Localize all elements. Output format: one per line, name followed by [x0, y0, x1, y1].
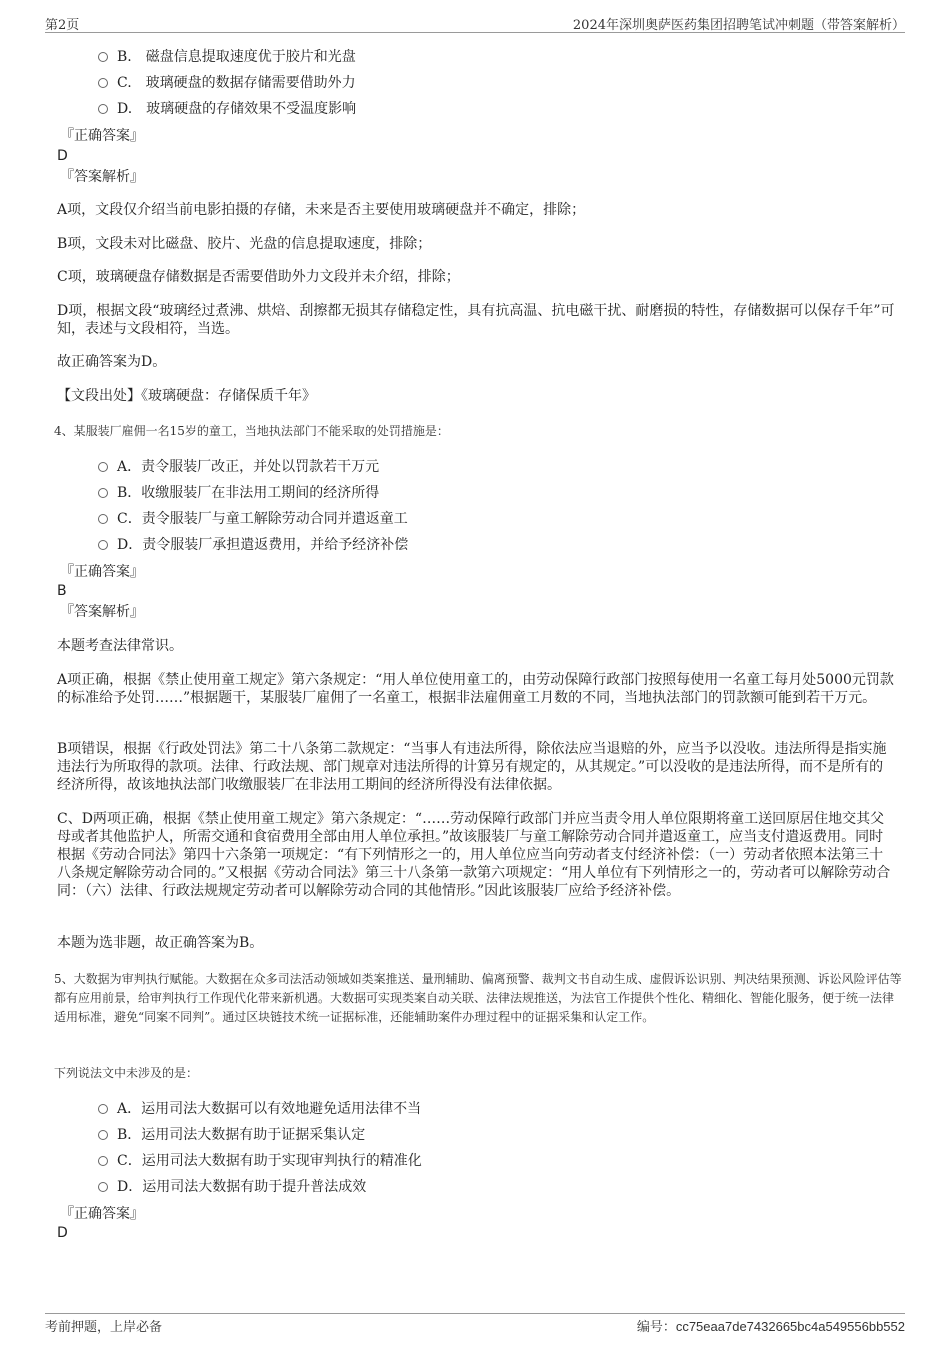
q3-option-c[interactable]: C. 玻璃硬盘的数据存储需要借助外力	[98, 73, 356, 93]
radio-icon[interactable]	[98, 52, 108, 62]
q4-answer: B	[57, 583, 67, 599]
q5-answer: D	[57, 1225, 68, 1241]
page-number: 第2页	[45, 18, 80, 33]
q4-option-c[interactable]: C．责令服装厂与童工解除劳动合同并遣返童工	[98, 509, 408, 529]
q5-answer-label: 『正确答案』	[60, 1206, 144, 1222]
q4-analysis-a: A项正确，根据《禁止使用童工规定》第六条规定：“用人单位使用童工的，由劳动保障行政部门按照每使用一名童工每月处5000元罚款的标准给予处罚……”根据题干，某服装厂雇佣了一名童工，根据非法雇佣童工月数的不同，当地执法部门的罚款额可能到若干万元。	[57, 672, 894, 706]
radio-icon[interactable]	[98, 1104, 108, 1114]
q4-stem: 4、某服装厂雇佣一名15岁的童工，当地执法部门不能采取的处罚措施是：	[54, 424, 449, 438]
q3-analysis-b: B项，文段未对比磁盘、胶片、光盘的信息提取速度，排除；	[57, 236, 432, 252]
footer-slogan: 考前押题，上岸必备	[45, 1320, 163, 1335]
q4-option-b[interactable]: B．收缴服装厂在非法用工期间的经济所得	[98, 483, 379, 503]
q4-analysis-b: B项错误，根据《行政处罚法》第二十八条第二款规定：“当事人有违法所得，除依法应当退赔的外，应当予以没收。违法所得是指实施违法行为所取得的款项。法律、行政法规、部门规章对违法所得的计算另有规定的，从其规定。”可以没收的是违法所得，而不是所有的经济所得，故该地执法部门收缴服装厂在非法用工期间的经济所得没有法律依据。	[57, 741, 887, 793]
page-header	[45, 14, 905, 33]
radio-icon[interactable]	[98, 104, 108, 114]
q3-analysis-d: D项，根据文段“玻璃经过煮沸、烘焙、刮擦都无损其存储稳定性，具有抗高温、抗电磁干扰、耐磨损的特性，存储数据可以保存千年”可知，表述与文段相符，当选。	[57, 303, 895, 337]
q4-analysis-intro: 本题考查法律常识。	[57, 638, 183, 654]
q4-answer-label: 『正确答案』	[60, 564, 144, 580]
q4-option-a[interactable]: A．责令服装厂改正，并处以罚款若干万元	[98, 457, 379, 477]
code-label: 编号：	[636, 1320, 676, 1335]
q4-analysis-label: 『答案解析』	[60, 604, 144, 620]
document-code	[637, 1316, 905, 1335]
radio-icon[interactable]	[98, 1182, 108, 1192]
q3-option-b[interactable]: B. 磁盘信息提取速度优于胶片和光盘	[98, 47, 356, 67]
radio-icon[interactable]	[98, 1156, 108, 1166]
radio-icon[interactable]	[98, 78, 108, 88]
q3-source: 【文段出处】《玻璃硬盘：存储保质千年》	[57, 388, 316, 404]
q5-option-b[interactable]: B．运用司法大数据有助于证据采集认定	[98, 1125, 365, 1145]
page-footer	[45, 1313, 905, 1335]
q3-analysis-label: 『答案解析』	[60, 169, 144, 185]
code-value: cc75eaa7de7432665bc4a549556bb552	[675, 1319, 905, 1334]
q5-option-d[interactable]: D．运用司法大数据有助于提升普法成效	[98, 1177, 366, 1197]
q5-option-a[interactable]: A．运用司法大数据可以有效地避免适用法律不当	[98, 1099, 421, 1119]
q3-option-d[interactable]: D. 玻璃硬盘的存储效果不受温度影响	[98, 99, 356, 119]
radio-icon[interactable]	[98, 514, 108, 524]
radio-icon[interactable]	[98, 540, 108, 550]
q4-conclusion: 本题为选非题，故正确答案为B。	[57, 935, 264, 951]
q4-analysis-cd: C、D两项正确，根据《禁止使用童工规定》第六条规定：“……劳动保障行政部门并应当责令用人单位限期将童工送回原居住地交其父母或者其他监护人，所需交通和食宿费用全部由用人单位承担。”故该服装厂与童工解除劳动合同并遣返童工，应当支付遣返费用。同时根据《劳动合同法》第四十六条第一项规定：“有下列情形之一的，用人单位应当向劳动者支付经济补偿：（一）劳动者依照本法第三十八条规定解除劳动合同的。”又根据《劳动合同法》第三十八条第一款第六项规定：“用人单位有下列情形之一的，劳动者可以解除劳动合同：（六）法律、行政法规规定劳动者可以解除劳动合同的其他情形。”因此该服装厂应给予经济补偿。	[57, 811, 891, 899]
q5-option-c[interactable]: C．运用司法大数据有助于实现审判执行的精准化	[98, 1151, 422, 1171]
q4-option-d[interactable]: D．责令服装厂承担遣返费用，并给予经济补偿	[98, 535, 408, 555]
radio-icon[interactable]	[98, 462, 108, 472]
q3-conclusion: 故正确答案为D。	[57, 354, 167, 370]
q3-answer: D	[57, 148, 68, 164]
radio-icon[interactable]	[98, 488, 108, 498]
q3-analysis-c: C项，玻璃硬盘存储数据是否需要借助外力文段并未介绍，排除；	[57, 269, 460, 285]
radio-icon[interactable]	[98, 1130, 108, 1140]
document-title: 2024年深圳奥萨医药集团招聘笔试冲刺题（带答案解析）	[572, 18, 905, 33]
q3-answer-label: 『正确答案』	[60, 128, 144, 144]
q5-stem: 5、大数据为审判执行赋能。大数据在众多司法活动领域如类案推送、量刑辅助、偏离预警、裁判文书自动生成、虚假诉讼识别、判决结果预测、诉讼风险评估等都有应用前景，给审判执行工作现代化带来新机遇。大数据可实现类案自动关联、法律法规推送，为法官工作提供个性化、精细化、智能化服务，便于统一法律适用标准，避免“同案不同判”。通过区块链技术统一证据标准，还能辅助案件办理过程中的证据采集和认定工作。	[54, 972, 902, 1024]
q3-analysis-a: A项，文段仅介绍当前电影拍摄的存储，未来是否主要使用玻璃硬盘并不确定，排除；	[57, 202, 586, 218]
q5-question: 下列说法文中未涉及的是：	[54, 1066, 199, 1080]
